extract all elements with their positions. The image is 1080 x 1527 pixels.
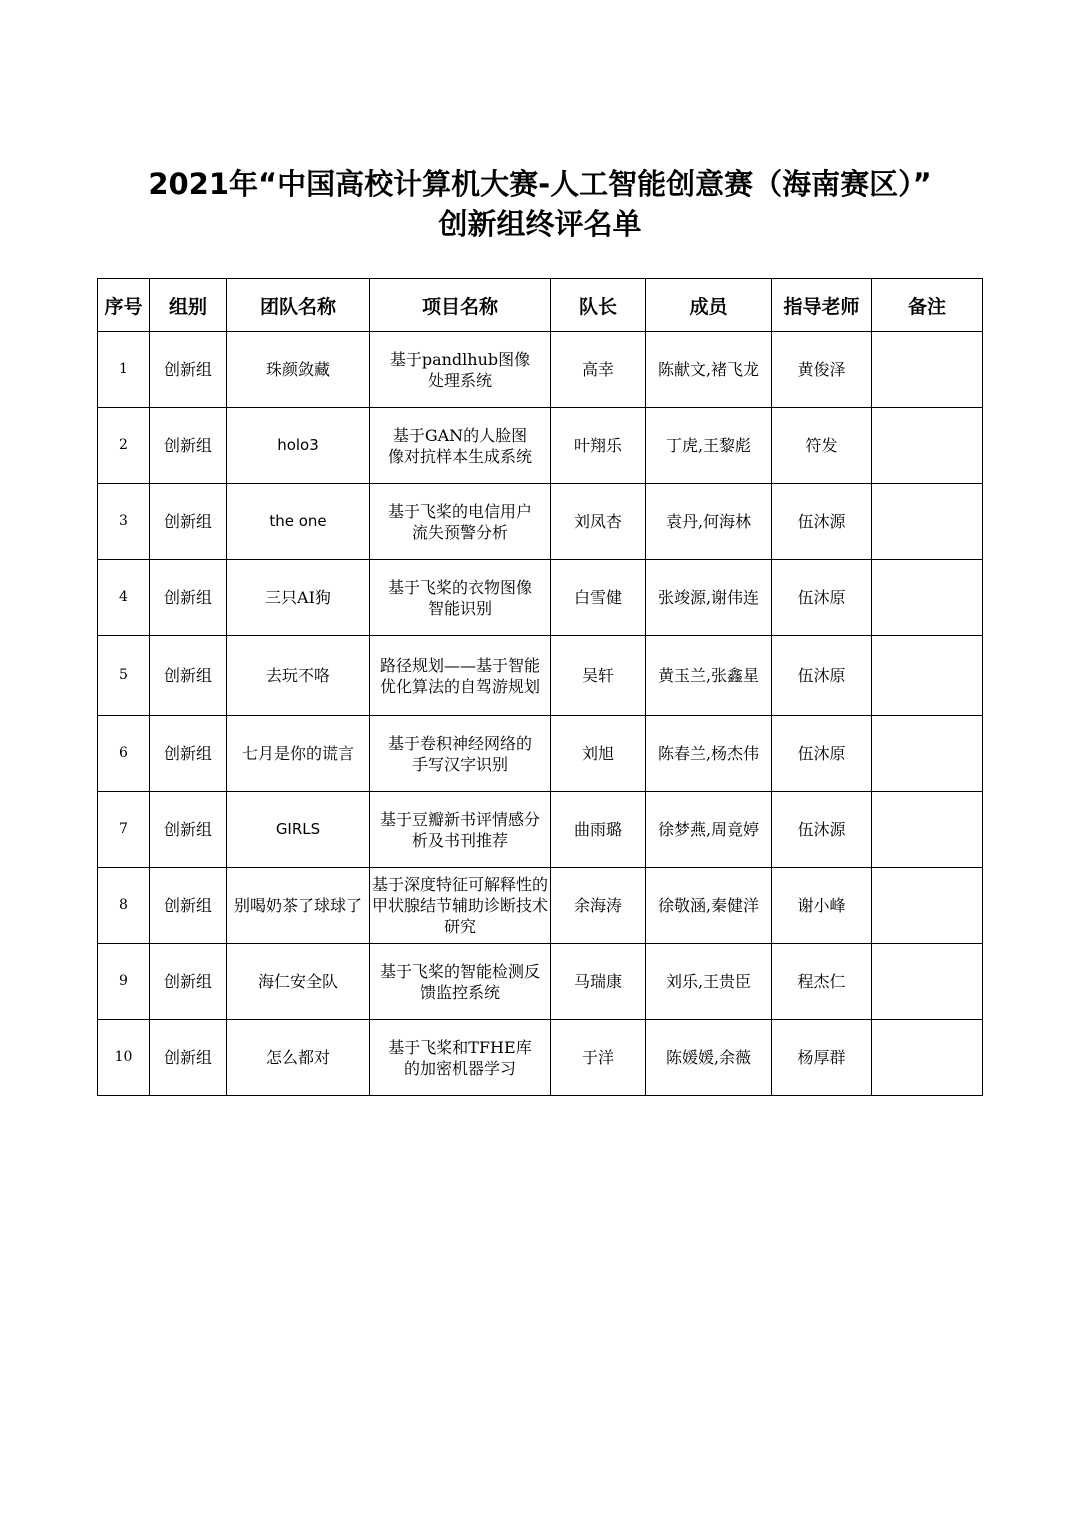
cell-note <box>872 868 983 944</box>
project-text: 基于豆瓣新书评情感分析及书刊推荐 <box>380 809 541 850</box>
cell-project <box>370 868 551 944</box>
cell-members: 陈春兰,杨杰伟 <box>646 716 772 792</box>
cell-group: 创新组 <box>150 408 227 484</box>
project-text: 基于pandlhub图像处理系统 <box>389 349 531 390</box>
cell-group: 创新组 <box>150 944 227 1020</box>
table-row <box>98 1020 983 1096</box>
table-row <box>98 716 983 792</box>
cell-captain: 吴轩 <box>551 636 646 716</box>
header-cell-project: 项目名称 <box>370 279 551 332</box>
cell-captain: 高幸 <box>551 332 646 408</box>
cell-advisor: 谢小峰 <box>772 868 872 944</box>
cell-note <box>872 332 983 408</box>
cell-advisor: 伍沐原 <box>772 560 872 636</box>
cell-team: 去玩不咯 <box>227 636 370 716</box>
cell-no: 1 <box>98 332 150 408</box>
cell-note <box>872 636 983 716</box>
roster-table <box>97 278 983 1096</box>
header-cell-group: 组别 <box>150 279 227 332</box>
cell-project <box>370 944 551 1020</box>
cell-captain: 马瑞康 <box>551 944 646 1020</box>
cell-no: 10 <box>98 1020 150 1096</box>
cell-note <box>872 944 983 1020</box>
cell-note <box>872 560 983 636</box>
cell-no: 6 <box>98 716 150 792</box>
cell-no: 7 <box>98 792 150 868</box>
header-cell-no: 序号 <box>98 279 150 332</box>
cell-no: 8 <box>98 868 150 944</box>
table-row <box>98 636 983 716</box>
project-text: 基于飞桨的智能检测反馈监控系统 <box>380 961 541 1002</box>
cell-captain: 于洋 <box>551 1020 646 1096</box>
cell-members: 袁丹,何海林 <box>646 484 772 560</box>
project-text: 基于深度特征可解释性的甲状腺结节辅助诊断技术研究 <box>372 875 549 936</box>
cell-members: 张竣源,谢伟连 <box>646 560 772 636</box>
table-row <box>98 332 983 408</box>
cell-members: 陈媛媛,余薇 <box>646 1020 772 1096</box>
cell-no: 2 <box>98 408 150 484</box>
cell-team: the one <box>227 484 370 560</box>
cell-group: 创新组 <box>150 560 227 636</box>
cell-team: 别喝奶茶了球球了 <box>227 868 370 944</box>
project-text: 基于飞桨的衣物图像智能识别 <box>387 577 532 618</box>
cell-advisor: 黄俊泽 <box>772 332 872 408</box>
cell-no: 4 <box>98 560 150 636</box>
cell-team: 珠颜敛藏 <box>227 332 370 408</box>
cell-project <box>370 484 551 560</box>
header-cell-team: 团队名称 <box>227 279 370 332</box>
cell-group: 创新组 <box>150 484 227 560</box>
table-row <box>98 484 983 560</box>
header-cell-advisor: 指导老师 <box>772 279 872 332</box>
table-row <box>98 560 983 636</box>
cell-members: 陈献文,褚飞龙 <box>646 332 772 408</box>
cell-captain: 叶翔乐 <box>551 408 646 484</box>
table-row <box>98 868 983 944</box>
cell-no: 5 <box>98 636 150 716</box>
table-row <box>98 944 983 1020</box>
cell-no: 3 <box>98 484 150 560</box>
cell-note <box>872 484 983 560</box>
cell-team: 海仁安全队 <box>227 944 370 1020</box>
cell-group: 创新组 <box>150 716 227 792</box>
cell-no: 9 <box>98 944 150 1020</box>
table-row <box>98 792 983 868</box>
cell-note <box>872 1020 983 1096</box>
project-text: 基于GAN的人脸图像对抗样本生成系统 <box>387 425 532 466</box>
cell-captain: 刘凤杏 <box>551 484 646 560</box>
header-cell-members: 成员 <box>646 279 772 332</box>
cell-advisor: 伍沐原 <box>772 716 872 792</box>
cell-group: 创新组 <box>150 792 227 868</box>
cell-group: 创新组 <box>150 1020 227 1096</box>
cell-advisor: 伍沐原 <box>772 636 872 716</box>
cell-members: 徐敬涵,秦健洋 <box>646 868 772 944</box>
cell-members: 徐梦燕,周竟婷 <box>646 792 772 868</box>
header-cell-captain: 队长 <box>551 279 646 332</box>
page-subtitle: 创新组终评名单 <box>438 207 642 241</box>
cell-members: 刘乐,王贵臣 <box>646 944 772 1020</box>
cell-captain: 刘旭 <box>551 716 646 792</box>
cell-note <box>872 716 983 792</box>
cell-team: 三只AI狗 <box>227 560 370 636</box>
cell-group: 创新组 <box>150 332 227 408</box>
project-text: 基于卷积神经网络的手写汉字识别 <box>387 733 532 774</box>
cell-group: 创新组 <box>150 868 227 944</box>
cell-project <box>370 636 551 716</box>
header-cell-note: 备注 <box>872 279 983 332</box>
table-row <box>98 408 983 484</box>
cell-captain: 余海涛 <box>551 868 646 944</box>
cell-project <box>370 332 551 408</box>
project-text: 基于飞桨和TFHE库的加密机器学习 <box>388 1037 532 1078</box>
cell-advisor: 符发 <box>772 408 872 484</box>
cell-project <box>370 792 551 868</box>
page-title: 2021年“中国高校计算机大赛-人工智能创意赛（海南赛区）” <box>148 167 932 201</box>
cell-members: 黄玉兰,张鑫星 <box>646 636 772 716</box>
cell-team: GIRLS <box>227 792 370 868</box>
cell-advisor: 伍沐源 <box>772 484 872 560</box>
cell-project <box>370 716 551 792</box>
cell-captain: 白雪健 <box>551 560 646 636</box>
project-text: 基于飞桨的电信用户流失预警分析 <box>387 501 532 542</box>
project-text: 路径规划——基于智能优化算法的自驾游规划 <box>379 655 540 696</box>
cell-project <box>370 408 551 484</box>
cell-members: 丁虎,王黎彪 <box>646 408 772 484</box>
cell-project <box>370 1020 551 1096</box>
cell-captain: 曲雨璐 <box>551 792 646 868</box>
cell-advisor: 杨厚群 <box>772 1020 872 1096</box>
cell-team: 怎么都对 <box>227 1020 370 1096</box>
table-header-row <box>98 279 983 332</box>
cell-team: 七月是你的谎言 <box>227 716 370 792</box>
cell-project <box>370 560 551 636</box>
cell-advisor: 伍沐源 <box>772 792 872 868</box>
cell-team: holo3 <box>227 408 370 484</box>
cell-note <box>872 408 983 484</box>
cell-group: 创新组 <box>150 636 227 716</box>
cell-note <box>872 792 983 868</box>
cell-advisor: 程杰仁 <box>772 944 872 1020</box>
